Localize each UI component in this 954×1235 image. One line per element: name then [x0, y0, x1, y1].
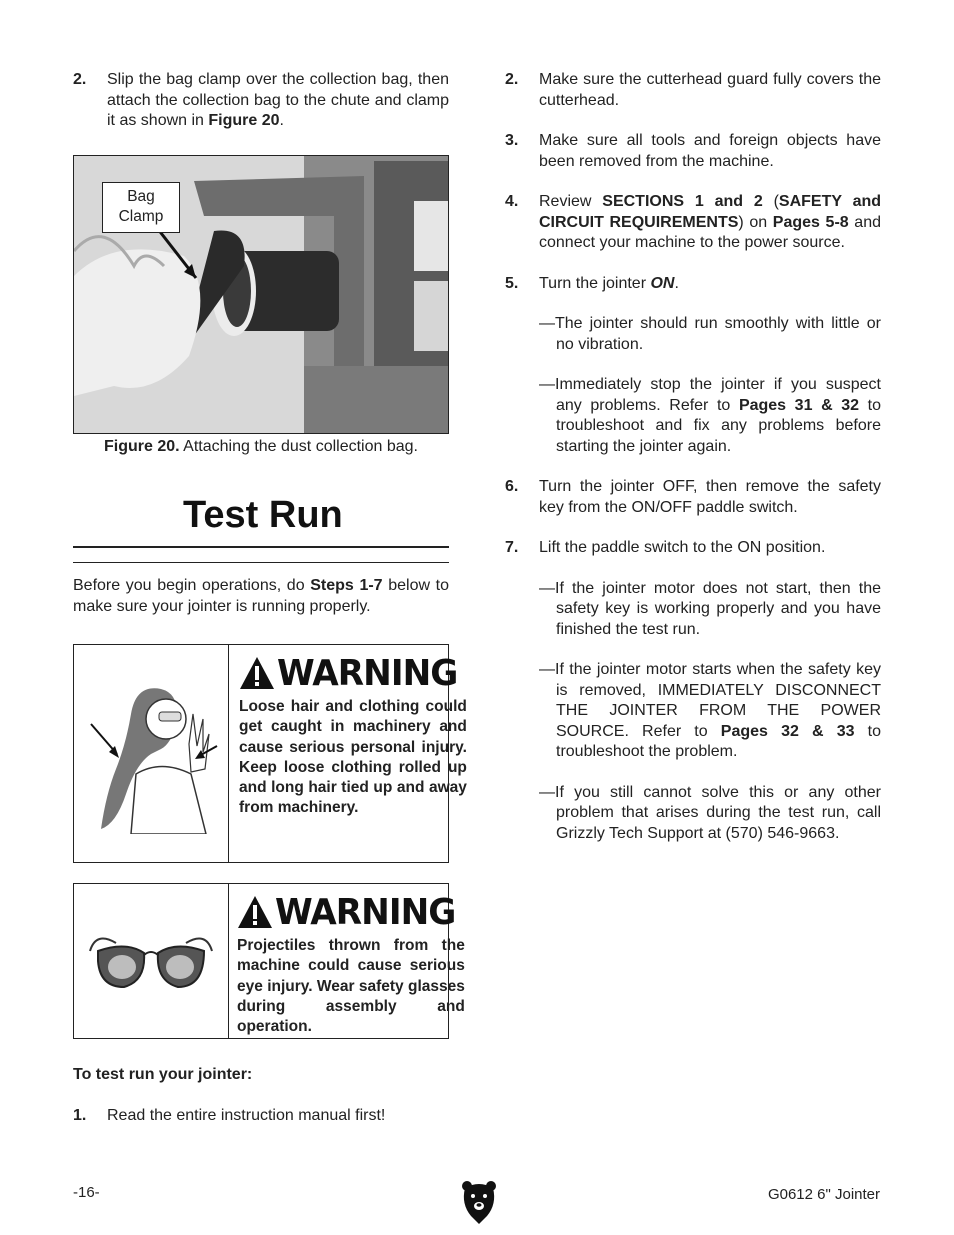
heading-rule-thick — [73, 546, 449, 548]
figure-20-photo — [73, 155, 449, 434]
warning-triangle-icon — [237, 895, 273, 929]
warning-word: WARNING — [275, 891, 456, 933]
step-text: Read the entire instruction manual first! — [107, 1107, 386, 1124]
step-number: 7. — [505, 539, 519, 556]
step-text: Review SECTIONS 1 and 2 (SAFETY and CIRCUIT REQUIREMENTS) on Pages 5-8 and connect your machine to the power source. — [539, 193, 882, 251]
step-2-left — [73, 70, 449, 132]
step-1 — [73, 1106, 449, 1127]
section-heading: Test Run — [183, 494, 343, 536]
warning-text: Projectiles thrown from the machine could cause serious eye injury. Wear safety glasses during assembly and operation. — [237, 937, 465, 1036]
step-5-note-a: —The jointer should run smoothly with little or no vibration. — [539, 315, 881, 353]
step-2 — [505, 70, 881, 111]
procedure-heading: To test run your jointer: — [73, 1066, 253, 1083]
step-number: 2. — [73, 71, 87, 88]
page-number: -16- — [73, 1184, 100, 1201]
warning-image-hair — [74, 645, 229, 862]
step-5 — [505, 274, 881, 295]
step-7-note-b: —If the jointer motor starts when the safety key is removed, IMMEDIATELY DISCONNECT THE JOINTER FROM THE POWER SOURCE. Refer to Pages 32 & 33 to troubleshoot the problem. — [539, 661, 882, 760]
warning-title — [237, 890, 465, 934]
step-7-note-c: —If you still cannot solve this or any other problem that arises during the test run, call Grizzly Tech Support at (570) 546-9663. — [539, 783, 881, 842]
bag-clamp-callout — [102, 182, 180, 233]
person-long-hair-icon — [81, 674, 221, 834]
warning-text: Loose hair and clothing could get caught in machinery and cause serious personal injury. Keep loose clothing rolled up and long hair tied up and away from machinery. — [239, 698, 467, 817]
step-text: Make sure the cutterhead guard fully covers the cutterhead. — [539, 71, 881, 109]
right-column — [505, 70, 881, 864]
intro-paragraph: Before you begin operations, do Steps 1-7 below to make sure your jointer is running properly. — [73, 577, 449, 615]
step-number: 5. — [505, 274, 519, 292]
heading-rule-thin — [73, 562, 449, 563]
step-text: Turn the jointer OFF, then remove the safety key from the ON/OFF paddle switch. — [539, 478, 881, 516]
left-column — [73, 70, 449, 152]
step-4 — [505, 192, 881, 254]
step-number: 4. — [505, 193, 519, 210]
warning-box-hair — [73, 644, 467, 863]
step-text: Lift the paddle switch to the ON position. — [539, 539, 826, 556]
warning-word: WARNING — [277, 652, 458, 694]
warning-title — [239, 651, 467, 695]
grizzly-bear-logo-icon — [461, 1180, 497, 1224]
warning-body — [229, 645, 475, 862]
warning-body — [229, 884, 471, 1038]
figure-caption: Figure 20. Attaching the dust collection bag. — [104, 438, 418, 455]
step-number: 3. — [505, 132, 519, 149]
safety-glasses-icon — [86, 921, 216, 1001]
step-text: Slip the bag clamp over the collection bag, then attach the collection bag to the chute and clamp it as shown in Figure 20. — [107, 71, 449, 129]
step-5-note-b: —Immediately stop the jointer if you suspect any problems. Refer to Pages 31 & 32 to troubleshoot and fix any problems before starting the jointer again. — [539, 376, 881, 455]
model-name: G0612 6" Jointer — [767, 1186, 880, 1203]
step-7-note-a: —If the jointer motor does not start, then the safety key is working properly and you have finished the test run. — [539, 579, 881, 638]
step-7 — [505, 538, 881, 559]
step-number: 6. — [505, 478, 519, 495]
warning-box-eyes — [73, 883, 465, 1039]
step-6 — [505, 477, 881, 518]
warning-image-glasses — [74, 884, 229, 1038]
step-text: Turn the jointer ON. — [539, 274, 679, 292]
step-number: 1. — [73, 1107, 87, 1124]
step-text: Make sure all tools and foreign objects have been removed from the machine. — [539, 132, 881, 170]
step-3 — [505, 131, 881, 172]
step-number: 2. — [505, 71, 519, 88]
warning-triangle-icon — [239, 656, 275, 690]
callout-line-2: Clamp — [118, 208, 164, 225]
callout-line-1: Bag — [127, 188, 155, 205]
